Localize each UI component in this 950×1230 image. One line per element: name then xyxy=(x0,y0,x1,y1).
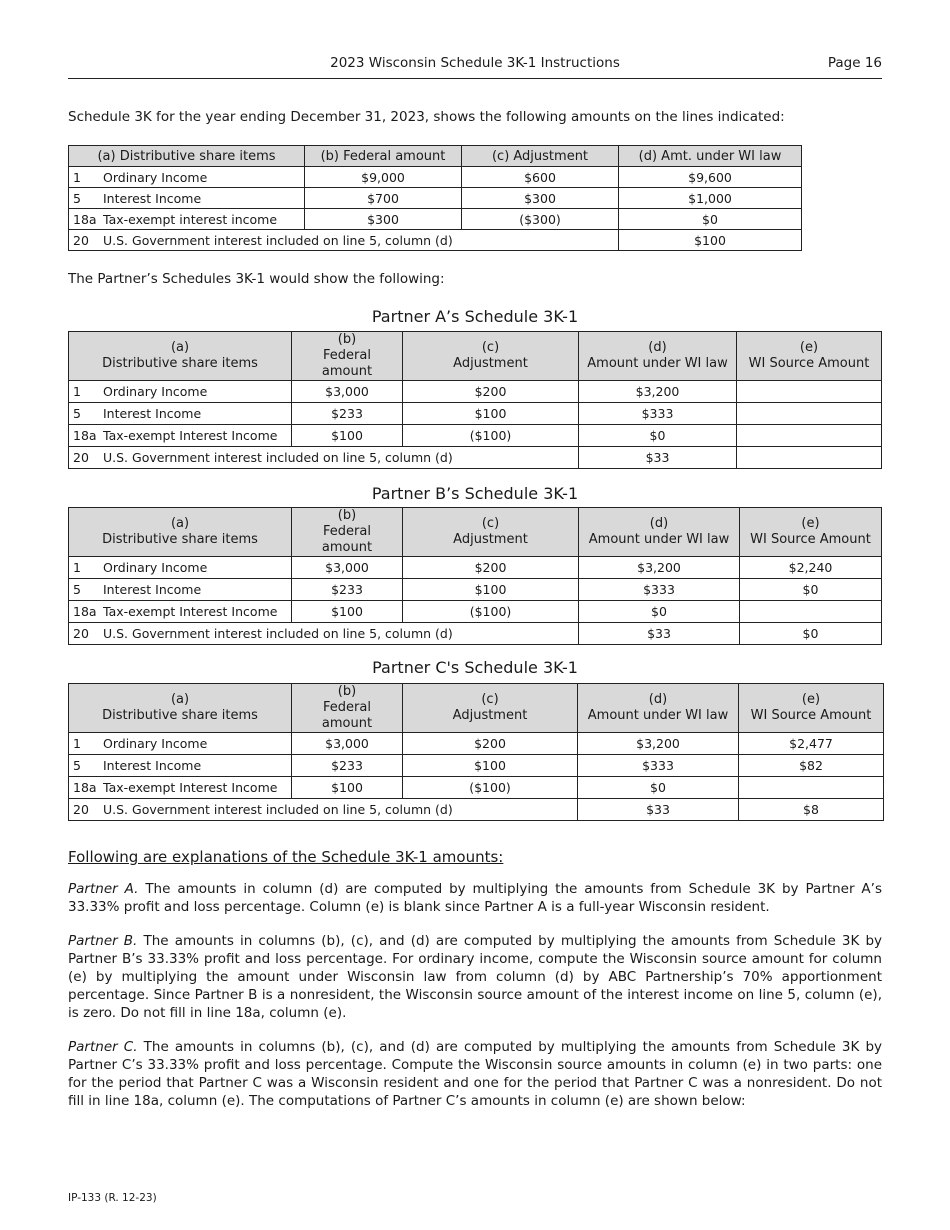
item-cell xyxy=(69,230,619,251)
item-cell xyxy=(69,403,292,425)
item-cell xyxy=(69,799,578,821)
line-number: 5 xyxy=(73,406,81,421)
wi-law-amount: $33 xyxy=(578,799,739,821)
table-row xyxy=(69,579,882,601)
partner-c-label: Partner C. xyxy=(68,1039,138,1055)
col-header-c: (c) Adjustment xyxy=(462,146,619,167)
line-number: 20 xyxy=(73,450,89,465)
col-title: Distributive share items xyxy=(102,532,258,547)
wi-source-amount: $2,477 xyxy=(739,733,884,755)
col-header-b xyxy=(292,332,403,381)
col-letter: (b) xyxy=(337,508,357,523)
line-number: 1 xyxy=(73,736,81,751)
partner-a-explanation xyxy=(68,880,882,916)
col-header-d xyxy=(579,508,740,557)
partner-a-caption: Partner A’s Schedule 3K-1 xyxy=(371,307,579,326)
wi-law-amount: $33 xyxy=(579,447,737,469)
wi-source-amount: $0 xyxy=(740,623,882,645)
item-cell xyxy=(69,167,305,188)
col-header-b: (b) Federal amount xyxy=(305,146,462,167)
adjustment: $100 xyxy=(403,755,578,777)
item-label: Ordinary Income xyxy=(103,560,208,575)
wi-source-amount xyxy=(737,447,882,469)
col-header-c xyxy=(403,684,578,733)
line-number: 20 xyxy=(73,626,89,641)
partner-a-table xyxy=(68,331,882,469)
partner-a-text: The amounts in column (d) are computed by multiplying the amounts from Schedule 3K by Partner A’s 33.33% profit and loss percentage. Column (e) is blank since Partner A is a full-year Wisconsin resident. xyxy=(68,881,882,915)
adjustment: ($100) xyxy=(403,425,579,447)
item-label: U.S. Government interest included on line 5, column (d) xyxy=(103,450,453,465)
wi-law-amount: $333 xyxy=(579,403,737,425)
wi-law-amount: $3,200 xyxy=(578,733,739,755)
table-row xyxy=(69,381,882,403)
federal-amount: $100 xyxy=(292,425,403,447)
wi-source-amount: $2,240 xyxy=(740,557,882,579)
partner-b-text: The amounts in columns (b), (c), and (d) are computed by multiplying the amounts from Schedule 3K by Partner B’s 33.33% profit and loss percentage. For ordinary income, compute the Wisconsin source amount for column (e) by multiplying the amount under Wisconsin law from column (d) by ABC Partnership’s 70% apportionment percentage. Since Partner B is a nonresident, the Wisconsin source amount of the interest income on line 5, column (e), is zero. Do not fill in line 18a, column (e). xyxy=(68,933,883,1021)
federal-amount: $233 xyxy=(292,403,403,425)
table-header-row xyxy=(69,332,882,381)
wi-law-amount: $0 xyxy=(619,209,802,230)
federal-amount: $300 xyxy=(305,209,462,230)
table-row xyxy=(69,777,884,799)
wi-law-amount: $0 xyxy=(579,601,740,623)
col-header-b xyxy=(292,684,403,733)
col-header-e xyxy=(740,508,882,557)
table-row xyxy=(69,601,882,623)
item-label: Tax-exempt interest income xyxy=(103,211,278,227)
federal-amount: $700 xyxy=(305,188,462,209)
table-row xyxy=(69,623,882,645)
explanations-heading: Following are explanations of the Schedule 3K-1 amounts: xyxy=(68,848,504,866)
col-letter: (e) xyxy=(801,516,820,531)
wi-law-amount: $1,000 xyxy=(619,188,802,209)
partner-b-table xyxy=(68,507,882,645)
col-title: Adjustment xyxy=(452,708,528,723)
federal-amount: $3,000 xyxy=(292,733,403,755)
col-title: Amount under WI law xyxy=(587,356,728,371)
adjustment: $200 xyxy=(403,733,578,755)
wi-law-amount: $3,200 xyxy=(579,381,737,403)
col-title: Adjustment xyxy=(453,532,528,547)
table-row xyxy=(69,403,882,425)
col-letter: (d) xyxy=(649,516,669,531)
item-label: Ordinary Income xyxy=(103,384,208,399)
item-label: Ordinary Income xyxy=(103,169,208,185)
adjustment: ($300) xyxy=(462,209,619,230)
partner-b-explanation xyxy=(68,932,882,1022)
col-header-e xyxy=(737,332,882,381)
header-title: 2023 Wisconsin Schedule 3K-1 Instructions xyxy=(330,55,620,71)
adjustment: $600 xyxy=(462,167,619,188)
schedule-3k-table xyxy=(68,145,802,251)
line-number: 5 xyxy=(73,582,81,597)
item-cell xyxy=(69,557,292,579)
col-title: Distributive share items xyxy=(102,708,258,723)
col-letter: (a) xyxy=(170,340,190,355)
table-header-row xyxy=(69,146,802,167)
col-letter: (d) xyxy=(648,692,668,707)
federal-amount: $3,000 xyxy=(292,557,403,579)
item-cell xyxy=(69,623,579,645)
wi-law-amount: $100 xyxy=(619,230,802,251)
col-title: Adjustment xyxy=(453,356,528,371)
wi-law-amount: $0 xyxy=(579,425,737,447)
table-row xyxy=(69,167,802,188)
col-title: WI Source Amount xyxy=(748,356,870,371)
line-number: 18a xyxy=(73,780,97,795)
col-letter: (e) xyxy=(801,692,821,707)
partner-b-label: Partner B. xyxy=(68,933,138,949)
col-title: Federal amount xyxy=(321,524,373,555)
col-header-d: (d) Amt. under WI law xyxy=(619,146,802,167)
item-cell xyxy=(69,777,292,799)
wi-law-amount: $0 xyxy=(578,777,739,799)
col-header-e xyxy=(739,684,884,733)
col-letter: (c) xyxy=(481,340,500,355)
federal-amount: $9,000 xyxy=(305,167,462,188)
col-letter: (e) xyxy=(799,340,819,355)
adjustment: $300 xyxy=(462,188,619,209)
wi-law-amount: $333 xyxy=(579,579,740,601)
col-letter: (c) xyxy=(481,516,500,531)
item-label: U.S. Government interest included on line 5, column (d) xyxy=(103,802,453,817)
federal-amount: $233 xyxy=(292,579,403,601)
wi-source-amount xyxy=(737,403,882,425)
item-cell xyxy=(69,381,292,403)
col-title: Amount under WI law xyxy=(587,708,729,723)
col-header-a xyxy=(69,684,292,733)
table-row xyxy=(69,799,884,821)
item-label: Tax-exempt Interest Income xyxy=(103,428,278,443)
partner-c-caption: Partner C's Schedule 3K-1 xyxy=(372,658,578,677)
wi-source-amount xyxy=(739,777,884,799)
item-label: Interest Income xyxy=(103,406,202,421)
page-header xyxy=(68,54,882,79)
table-row xyxy=(69,188,802,209)
col-header-c xyxy=(403,332,579,381)
item-cell xyxy=(69,579,292,601)
table-row xyxy=(69,755,884,777)
line-number: 1 xyxy=(73,169,81,185)
item-cell xyxy=(69,733,292,755)
partner-c-explanation xyxy=(68,1038,882,1110)
wi-law-amount: $33 xyxy=(579,623,740,645)
col-letter: (a) xyxy=(170,516,190,531)
col-title: WI Source Amount xyxy=(750,708,872,723)
adjustment: $100 xyxy=(403,579,579,601)
line-number: 18a xyxy=(73,604,97,619)
wi-source-amount xyxy=(737,425,882,447)
table-row xyxy=(69,447,882,469)
wi-source-amount: $0 xyxy=(740,579,882,601)
partner-c-text: The amounts in columns (b), (c), and (d) are computed by multiplying the amounts from Schedule 3K by Partner C’s 33.33% profit and loss percentage. Compute the Wisconsin source amounts in column (e) in two parts: one for the period that Partner C was a Wisconsin resident and one for the period that Partner C was a nonresident. Do not fill in line 18a, column (e). The computations of Partner C’s amounts in column (e) are shown below: xyxy=(68,1039,882,1109)
table-row xyxy=(69,733,884,755)
item-label: U.S. Government interest included on line 5, column (d) xyxy=(103,626,453,641)
wi-source-amount: $82 xyxy=(739,755,884,777)
following-text: The Partner’s Schedules 3K-1 would show the following: xyxy=(68,271,445,287)
item-cell xyxy=(69,209,305,230)
col-header-a: (a) Distributive share items xyxy=(69,146,305,167)
line-number: 18a xyxy=(73,211,97,227)
wi-source-amount xyxy=(740,601,882,623)
item-label: Interest Income xyxy=(103,582,202,597)
item-cell xyxy=(69,755,292,777)
federal-amount: $100 xyxy=(292,601,403,623)
adjustment: $200 xyxy=(403,381,579,403)
federal-amount: $100 xyxy=(292,777,403,799)
item-label: Tax-exempt Interest Income xyxy=(103,780,278,795)
col-title: Amount under WI law xyxy=(588,532,730,547)
line-number: 20 xyxy=(73,802,89,817)
col-title: Federal amount xyxy=(321,700,373,731)
col-letter: (c) xyxy=(481,692,499,707)
wi-law-amount: $9,600 xyxy=(619,167,802,188)
item-label: Interest Income xyxy=(103,758,202,773)
table-row xyxy=(69,230,802,251)
line-number: 1 xyxy=(73,384,81,399)
item-cell xyxy=(69,447,579,469)
item-cell xyxy=(69,188,305,209)
table-header-row xyxy=(69,684,884,733)
table-row xyxy=(69,557,882,579)
table-header-row xyxy=(69,508,882,557)
partner-b-caption: Partner B’s Schedule 3K-1 xyxy=(371,484,579,503)
wi-law-amount: $3,200 xyxy=(579,557,740,579)
col-title: WI Source Amount xyxy=(750,532,871,547)
partner-a-label: Partner A. xyxy=(68,881,139,897)
col-header-a xyxy=(69,508,292,557)
adjustment: ($100) xyxy=(403,777,578,799)
adjustment: $100 xyxy=(403,403,579,425)
line-number: 5 xyxy=(73,190,81,206)
partner-c-table xyxy=(68,683,884,821)
col-header-b xyxy=(292,508,403,557)
wi-source-amount xyxy=(737,381,882,403)
item-label: Interest Income xyxy=(103,190,202,206)
col-title: Distributive share items xyxy=(102,356,258,371)
line-number: 5 xyxy=(73,758,81,773)
wi-source-amount: $8 xyxy=(739,799,884,821)
table-row xyxy=(69,209,802,230)
table-row xyxy=(69,425,882,447)
form-footer: IP-133 (R. 12-23) xyxy=(68,1192,157,1204)
col-header-c xyxy=(403,508,579,557)
col-title: Federal amount xyxy=(321,348,373,379)
line-number: 1 xyxy=(73,560,81,575)
item-label: Tax-exempt Interest Income xyxy=(103,604,278,619)
item-cell xyxy=(69,425,292,447)
federal-amount: $3,000 xyxy=(292,381,403,403)
line-number: 18a xyxy=(73,428,97,443)
col-letter: (a) xyxy=(170,692,190,707)
item-cell xyxy=(69,601,292,623)
col-letter: (b) xyxy=(337,684,357,699)
item-label: U.S. Government interest included on line 5, column (d) xyxy=(103,232,453,248)
col-letter: (b) xyxy=(337,332,357,347)
item-label: Ordinary Income xyxy=(103,736,208,751)
line-number: 20 xyxy=(73,232,89,248)
col-header-d xyxy=(578,684,739,733)
page-number: Page 16 xyxy=(827,55,882,71)
col-letter: (d) xyxy=(648,340,667,355)
adjustment: $200 xyxy=(403,557,579,579)
intro-text: Schedule 3K for the year ending December 31, 2023, shows the following amounts on the lines indicated: xyxy=(68,109,785,125)
wi-law-amount: $333 xyxy=(578,755,739,777)
col-header-a xyxy=(69,332,292,381)
adjustment: ($100) xyxy=(403,601,579,623)
col-header-d xyxy=(579,332,737,381)
federal-amount: $233 xyxy=(292,755,403,777)
